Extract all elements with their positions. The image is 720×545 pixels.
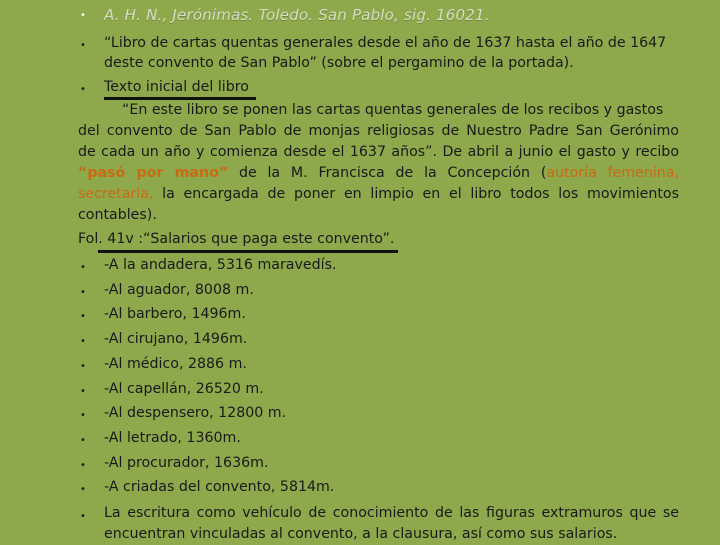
quote-line-6: contables).	[78, 207, 157, 223]
bullet-marker: •	[80, 311, 86, 322]
salary-item: -A criadas del convento, 5814m.	[104, 479, 335, 495]
bullet-marker: •	[80, 386, 86, 397]
bullet-marker: •	[80, 84, 86, 95]
bullet-marker: •	[80, 287, 86, 298]
salary-item: -Al procurador, 1636m.	[104, 455, 269, 471]
quote-orange-note: secretaria,	[78, 186, 154, 202]
bullet-marker: •	[80, 460, 86, 471]
salary-item: -Al barbero, 1496m.	[104, 306, 246, 322]
salary-item: -A la andadera, 5316 maravedís.	[104, 257, 337, 273]
quote-line-2: del convento de San Pablo de monjas religiosas de Nuestro Padre San Gerónimo	[78, 123, 679, 139]
salary-item: -Al cirujano, 1496m.	[104, 331, 248, 347]
section-heading: Texto inicial del libro	[104, 79, 249, 95]
salary-item: -Al aguador, 8008 m.	[104, 282, 254, 298]
bullet-marker: •	[80, 361, 86, 372]
bullet-marker: •	[80, 511, 86, 522]
bullet-marker: •	[80, 484, 86, 495]
bullet-marker: •	[80, 40, 86, 51]
bullet-marker: •	[80, 410, 86, 421]
salary-item: -Al despensero, 12800 m.	[104, 405, 287, 421]
closing-line-2: encuentran vinculadas al convento, a la clausura, así como sus salarios.	[104, 526, 618, 542]
quote-line-3: de cada un año y comienza desde el 1637 años”. De abril a junio el gasto y recibo	[78, 144, 679, 160]
quote-line-1: “En este libro se ponen las cartas quentas generales de los recibos y gastos	[122, 102, 664, 118]
quote-text: la encargada de poner en limpio en el libro todos los movimientos	[153, 186, 679, 202]
quote-line-4	[78, 163, 679, 184]
quote-orange-note: autoría femenina,	[546, 165, 679, 181]
closing-line-1: La escritura como vehículo de conocimiento de las figuras extramuros que se	[104, 505, 679, 521]
bullet-marker: •	[80, 336, 86, 347]
salary-item: -Al capellán, 26520 m.	[104, 381, 264, 397]
salary-item: -Al letrado, 1360m.	[104, 430, 241, 446]
quote-emphasis: “pasó por mano”	[78, 165, 229, 181]
quote-text: de la M. Francisca de la Concepción (	[228, 165, 547, 181]
archive-reference: A. H. N., Jerónimas. Toledo. San Pablo, sig. 16021.	[104, 6, 490, 24]
book-title-line-1: “Libro de cartas quentas generales desde el año de 1637 hasta el año de 1647	[104, 35, 667, 51]
salary-item: -Al médico, 2886 m.	[104, 356, 247, 372]
folio-underline	[98, 250, 398, 253]
quote-line-5	[78, 184, 679, 205]
book-title-line-2: deste convento de San Pablo” (sobre el pergamino de la portada).	[104, 55, 574, 71]
bullet-marker: •	[80, 10, 86, 21]
folio-heading: Fol. 41v :“Salarios que paga este convento”.	[78, 231, 395, 247]
bullet-marker: •	[80, 435, 86, 446]
bullet-marker: •	[80, 262, 86, 273]
